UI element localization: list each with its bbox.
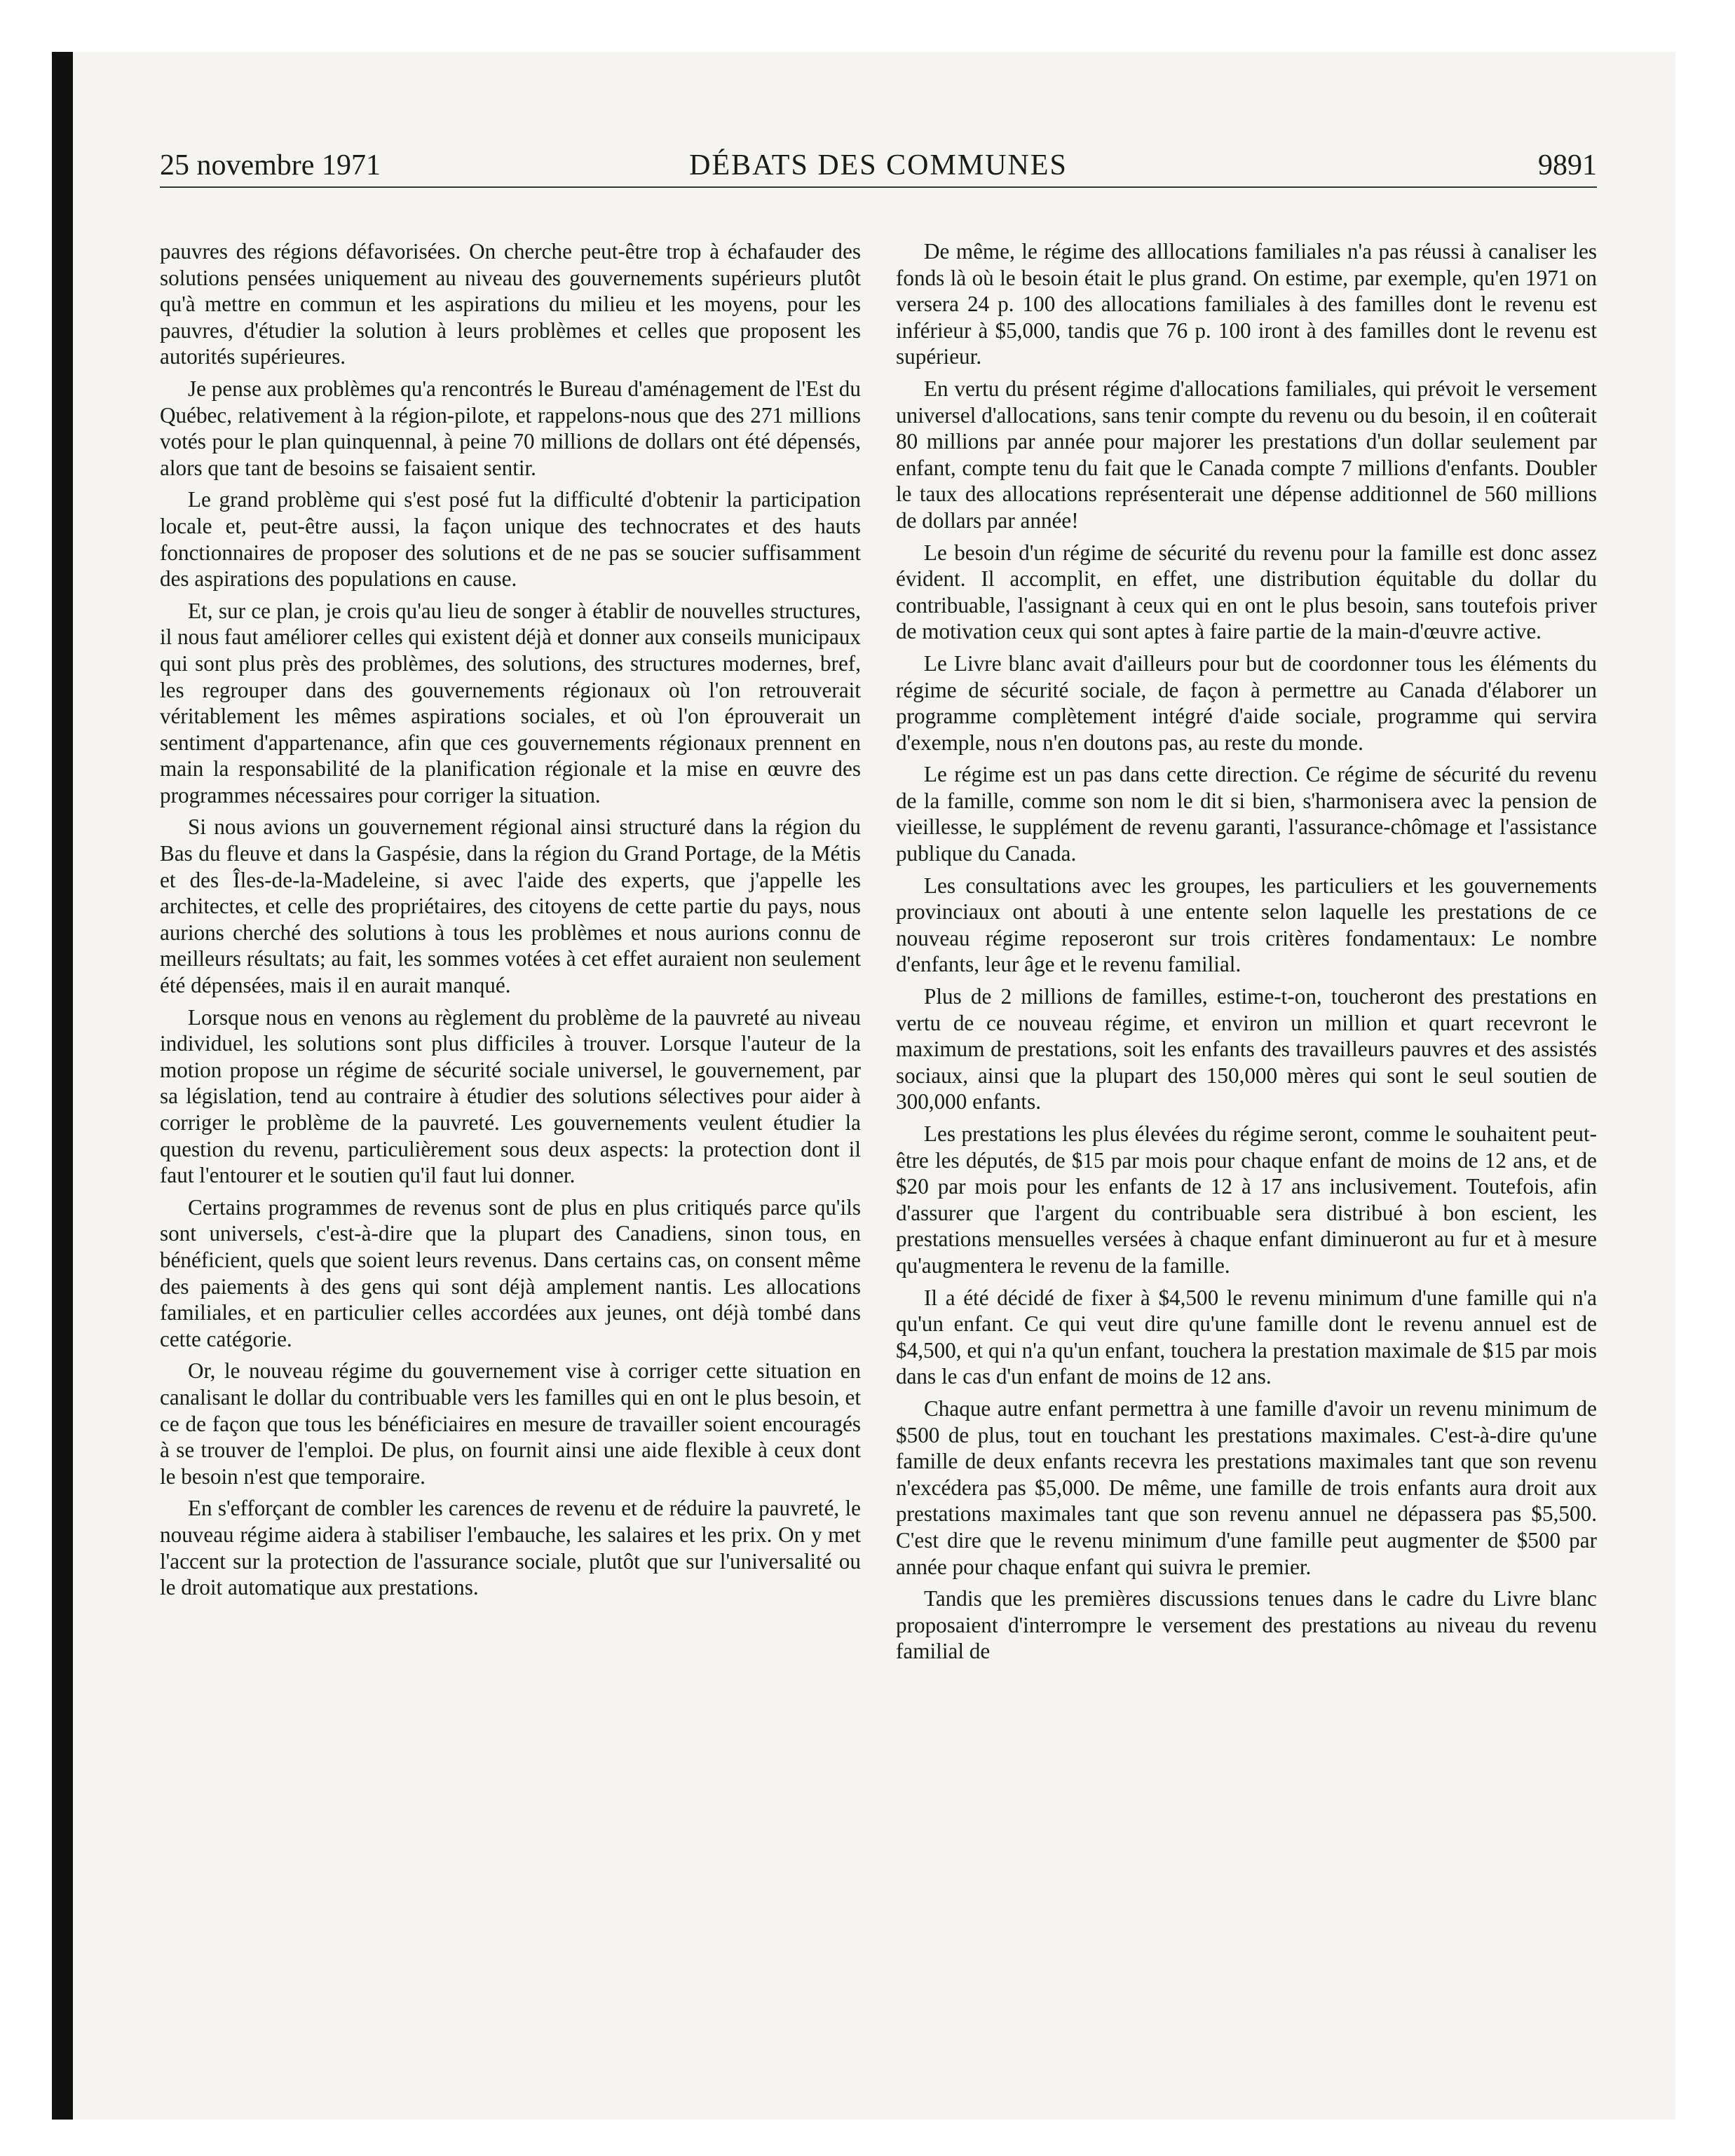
paragraph: Lorsque nous en venons au règlement du problème de la pauvreté au niveau individuel, les solutions sont plus difficiles à trouver. Lorsque l'auteur de la motion propose un régime de sécurité sociale universel, le gouvernement, par sa législation, tend au contraire à étudier des solutions sélectives pour aider à corriger le problème de la pauvreté. Les gouvernements veulent étudier la question du revenu, particulièrement sous deux aspects: la protection dont il faut l'entourer et le soutien qu'il faut lui donner. — [160, 1004, 861, 1188]
scan-edge — [52, 52, 73, 2120]
paragraph: En vertu du présent régime d'allocations familiales, qui prévoit le versement universel d'allocations, sans tenir compte du revenu ou du besoin, il en coûterait 80 millions par année pour majorer les prestations d'un dollar seulement par enfant, compte tenu du fait que le Canada compte 7 millions d'enfants. Doubler le taux des allocations représenterait une dépense additionnel de 560 millions de dollars par année! — [896, 376, 1597, 533]
left-column — [160, 238, 861, 1606]
running-header — [160, 147, 1597, 188]
header-page-number: 9891 — [1538, 149, 1597, 182]
paragraph: Tandis que les premières discussions tenues dans le cadre du Livre blanc proposaient d'interrompre le versement des prestations au niveau du revenu familial de — [896, 1586, 1597, 1664]
paragraph: Plus de 2 millions de familles, estime-t-on, toucheront des prestations en vertu de ce nouveau régime, et environ un million et quart recevront le maximum de prestations, soit les enfants des travailleurs pauvres et des assistés sociaux, ainsi que la plupart des 150,000 mères qui sont le seul soutien de 300,000 enfants. — [896, 984, 1597, 1114]
paragraph: pauvres des régions défavorisées. On cherche peut-être trop à échafauder des solutions pensées uniquement au niveau des gouvernements supérieurs plutôt qu'à mettre en commun et les aspirations du milieu et les moyens, pour les pauvres, d'étudier la solution à leurs problèmes et celles que proposent les autorités supérieures. — [160, 239, 861, 369]
paragraph: Je pense aux problèmes qu'a rencontrés le Bureau d'aménagement de l'Est du Québec, relativement à la région-pilote, et rappelons-nous que des 271 millions votés pour le plan quinquennal, à peine 70 millions de dollars ont été dépensés, alors que tant de besoins se faisaient sentir. — [160, 376, 861, 480]
paragraph: Il a été décidé de fixer à $4,500 le revenu minimum d'une famille qui n'a qu'un enfant. Ce qui veut dire qu'une famille dont le revenu annuel est de $4,500, et qui n'a qu'un enfant, touchera la prestation maximale de $15 par mois dans le cas d'un enfant de moins de 12 ans. — [896, 1285, 1597, 1389]
paragraph: En s'efforçant de combler les carences de revenu et de réduire la pauvreté, le nouveau régime aidera à stabiliser l'embauche, les salaires et les prix. On y met l'accent sur la protection de l'assurance sociale, plutôt que sur l'universalité ou le droit automatique aux prestations. — [160, 1496, 861, 1600]
paragraph: Le besoin d'un régime de sécurité du revenu pour la famille est donc assez évident. Il accomplit, en effet, une distribution équitable du dollar du contribuable, l'assignant à ceux qui en ont le plus besoin, sans toutefois priver de motivation ceux qui sont aptes à faire partie de la main-d'œuvre active. — [896, 540, 1597, 644]
paragraph: Les consultations avec les groupes, les particuliers et les gouvernements provinciaux ont abouti à une entente selon laquelle les prestations de ce nouveau régime reposeront sur trois critères fondamentaux: Le nombre d'enfants, leur âge et le revenu familial. — [896, 873, 1597, 977]
paragraph: Le grand problème qui s'est posé fut la difficulté d'obtenir la participation locale et, peut-être aussi, la façon unique des technocrates et des hauts fonctionnaires de proposer des solutions et de ne pas se soucier suffisamment des aspirations des populations en cause. — [160, 487, 861, 592]
paragraph: De même, le régime des alllocations familiales n'a pas réussi à canaliser les fonds là où le besoin était le plus grand. On estime, par exemple, qu'en 1971 on versera 24 p. 100 des allocations familiales à des familles dont le revenu est inférieur à $5,000, tandis que 76 p. 100 iront à des familles dont le revenu est supérieur. — [896, 239, 1597, 369]
paragraph: Or, le nouveau régime du gouvernement vise à corriger cette situation en canalisant le dollar du contribuable vers les familles qui en ont le plus besoin, et ce de façon que tous les bénéficiaires en mesure de travailler soient encouragés à se trouver de l'emploi. De plus, on fournit ainsi une aide flexible à ceux dont le besoin n'est que temporaire. — [160, 1358, 861, 1489]
paragraph: Les prestations les plus élevées du régime seront, comme le souhaitent peut-être les députés, de $15 par mois pour chaque enfant de moins de 12 ans, et de $20 par mois pour les enfants de 12 à 17 ans inclusivement. Toutefois, afin d'assurer que l'argent du contribuable sera distribué à bon escient, les prestations mensuelles versées à chaque enfant diminueront au fur et à mesure qu'augmentera le revenu de la famille. — [896, 1121, 1597, 1278]
paragraph: Si nous avions un gouvernement régional ainsi structuré dans la région du Bas du fleuve et dans la Gaspésie, dans la région du Grand Portage, de la Métis et des Îles-de-la-Madeleine, si avec l'aide des experts, que j'appelle les architectes, et celle des propriétaires, des citoyens de cette partie du pays, nous aurions cherché des solutions à tous les problèmes et nous aurions connu de meilleurs résultats; au fait, les sommes votées à cet effet auraient non seulement été dépensées, mais il en aurait manqué. — [160, 814, 861, 998]
right-column — [896, 238, 1597, 1670]
paragraph: Le régime est un pas dans cette direction. Ce régime de sécurité du revenu de la famille, comme son nom le dit si bien, s'harmonisera avec la pension de vieillesse, le supplément de revenu garanti, l'assurance-chômage et l'assistance publique du Canada. — [896, 762, 1597, 866]
paragraph: Le Livre blanc avait d'ailleurs pour but de coordonner tous les éléments du régime de sécurité sociale, de façon à permettre au Canada d'élaborer un programme complètement intégré d'aide sociale, programme qui servira d'exemple, nous n'en doutons pas, au reste du monde. — [896, 650, 1597, 755]
paragraph: Chaque autre enfant permettra à une famille d'avoir un revenu minimum de $500 de plus, tout en touchant les prestations maximales. C'est-à-dire qu'une famille de deux enfants recevra les prestations maximales tant que son revenu n'excédera pas $5,000. De même, une famille de trois enfants aura droit aux prestations maximales tant que son revenu annuel ne dépassera pas $5,500. C'est dire que le revenu minimum d'une famille peut augmenter de $500 par année pour chaque enfant qui suivra le premier. — [896, 1396, 1597, 1579]
header-date: 25 novembre 1971 — [160, 149, 381, 182]
paragraph: Certains programmes de revenus sont de plus en plus critiqués parce qu'ils sont universels, c'est-à-dire que la plupart des Canadiens, sinon tous, en bénéficient, quels que soient leurs revenus. Dans certains cas, on consent même des paiements à des gens qui sont déjà amplement nantis. Les allocations familiales, et en particulier celles accordées aux jeunes, ont déjà tombé dans cette catégorie. — [160, 1194, 861, 1351]
header-title: DÉBATS DES COMMUNES — [689, 149, 1068, 182]
paragraph: Et, sur ce plan, je crois qu'au lieu de songer à établir de nouvelles structures, il nous faut améliorer celles qui existent déjà et donner aux conseils municipaux qui sont plus près des problèmes, des solutions, des structures modernes, bref, les regrouper dans des gouvernements régionaux où l'on retrouverait véritablement les mêmes aspirations sociales, et où l'on éprouverait un sentiment d'appartenance, afin que ces gouvernements régionaux prennent en main la responsabilité de la planification régionale et la mise en œuvre des programmes nécessaires pour corriger la situation. — [160, 598, 861, 807]
